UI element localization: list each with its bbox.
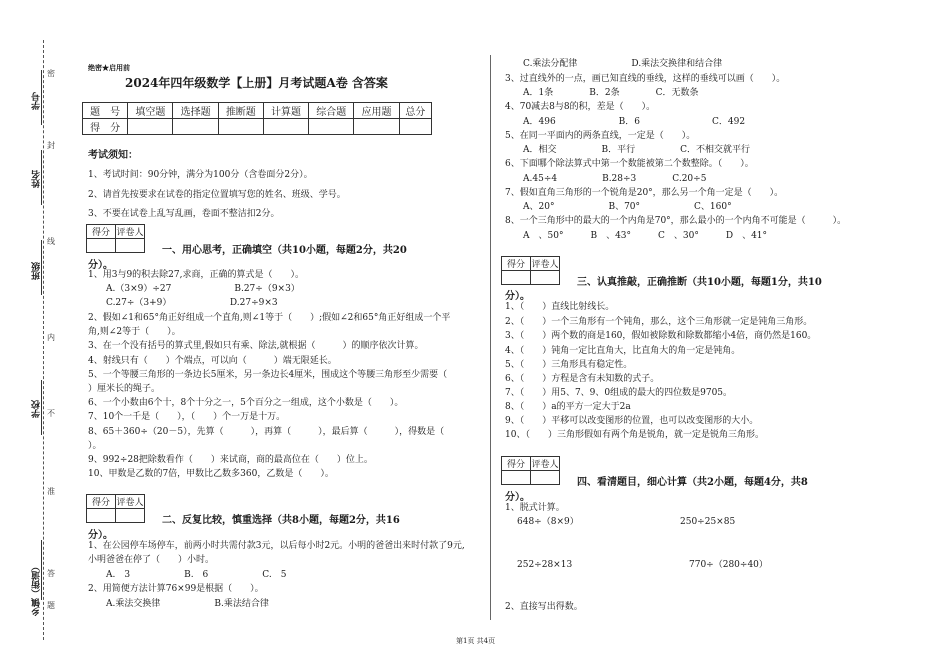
section3-line: 5、（ ）三角形具有稳定性。 (505, 360, 633, 370)
instruction-item: 3、不要在试卷上乱写乱画，卷面不整洁扣2分。 (88, 209, 280, 219)
scorer-blank[interactable] (116, 239, 145, 253)
section2-heading: 二、反复比较，慎重选择（共8小题，每题2分，共16 (162, 515, 400, 526)
score-table (82, 102, 432, 135)
score-blank[interactable] (309, 119, 354, 135)
score-table-cell: 计算题 (263, 103, 308, 119)
scorer-box-section3 (501, 256, 560, 285)
section1-line: 3、在一个没有括号的算式里,假如只有乘、除法,就根据（ ）的顺序依次计算。 (88, 341, 424, 351)
instructions-heading: 考试须知： (88, 150, 138, 161)
section3-line: 8、（ ）a的平方一定大于2a (505, 402, 631, 412)
score-blank[interactable] (354, 119, 399, 135)
section1-line: 5、一个等腰三角形的一条边长5厘米，另一条边长4厘米，围成这个等腰三角形至少需要（ (88, 370, 448, 380)
section1-heading: 一、用心思考，正确填空（共10小题，每题2分，共20 (162, 245, 407, 256)
score-blank[interactable] (218, 119, 263, 135)
section2-line: A. 3 B. 6 C. 5 (88, 570, 287, 580)
section1-line: ）厘米长的绳子。 (88, 384, 161, 394)
calc-expression: 250÷25×85 (680, 517, 736, 527)
calc-expression: 770÷（280÷40） (689, 560, 768, 570)
section4-question: 1、脱式计算。 (505, 503, 565, 513)
section2-line: A．496 B．6 C．492 (505, 117, 746, 127)
page-number: 第1页 共4页 (456, 637, 496, 645)
section2-line: 4、70减去8与8的积，差是（ ）。 (505, 102, 656, 112)
scorer-box-section4 (501, 456, 560, 485)
section1-line: ）。 (88, 441, 102, 451)
margin-label-name: 姓名 (32, 170, 42, 188)
instruction-item: 2、请首先按要求在试卷的指定位置填写您的姓名、班级、学号。 (88, 190, 346, 200)
section2-line: 3、过直线外的一点，画已知直线的垂线，这样的垂线可以画（ ）。 (505, 74, 786, 84)
margin-blank-school (41, 380, 42, 435)
section1-line: 4、射线只有（ ）个端点，可以向（ ）端无限延长。 (88, 356, 337, 366)
section1-line: 6、一个小数由6个十，8个十分之一，5个百分之一组成，这个小数是（ ）。 (88, 398, 404, 408)
section3-heading: 三、认真推敲，正确推断（共10小题，每题1分，共10 (577, 277, 822, 288)
seal-char: 答 (47, 569, 55, 578)
section1-line: A.（3×9）÷27 B.27÷（9×3） (88, 284, 300, 294)
section1-line: C.27÷（3+9） D.27÷9×3 (88, 298, 278, 308)
instruction-item: 1、考试时间：90分钟，满分为100分（含卷面分2分）。 (88, 170, 313, 180)
margin-label-township: 乡镇（街道） (32, 562, 42, 616)
section3-line: 1、（ ）直线比射线长。 (505, 302, 615, 312)
scorer-blank[interactable] (116, 509, 145, 523)
scorer-blank[interactable] (502, 271, 531, 285)
margin-blank-student-id (41, 70, 42, 125)
section2-line: 小明爸爸在停了（ ）小时。 (88, 555, 215, 565)
scorer-blank[interactable] (87, 239, 116, 253)
section2-line: C.乘法分配律 D.乘法交换律和结合律 (505, 59, 723, 69)
score-table-cell: 填空题 (128, 103, 173, 119)
scorer-blank[interactable] (531, 471, 560, 485)
section3-line: 6、（ ）方程是含有未知数的式子。 (505, 374, 660, 384)
seal-char: 内 (47, 333, 55, 342)
scorer-label: 得分 (87, 225, 116, 239)
section3-line: 2、（ ）一个三角形有一个钝角，那么，这个三角形就一定是钝角三角形。 (505, 317, 813, 327)
section2-line: 5、在同一平面内的两条直线，一定是（ ）。 (505, 131, 696, 141)
scorer-label: 得分 (502, 257, 531, 271)
section2-line: A．1条 B．2条 C．无数条 (505, 88, 699, 98)
seal-char: 线 (47, 237, 55, 246)
score-table-cell: 总分 (399, 103, 431, 119)
score-table-score-row (83, 119, 432, 135)
section3-line: 7、（ ）用5、7、9、0组成的最大的四位数是9705。 (505, 388, 733, 398)
scorer-blank[interactable] (87, 509, 116, 523)
margin-label-class: 班级 (32, 262, 42, 280)
scorer-label: 评卷人 (116, 225, 145, 239)
page-title: 2024年四年级数学【上册】月考试题A卷 含答案 (125, 76, 388, 90)
section4-heading: 四、看清题目，细心计算（共2小题，每题4分，共8 (577, 477, 808, 488)
section3-line: 10、（ ）三角形假如有两个角是锐角，就一定是锐角三角形。 (505, 430, 764, 440)
score-table-cell: 综合题 (309, 103, 354, 119)
section4-question: 2、直接写出得数。 (505, 602, 583, 612)
section2-line: A.乘法交换律 B.乘法结合律 (88, 599, 269, 609)
section2-line: 6、下面哪个除法算式中第一个数能被第二个数整除。（ ）。 (505, 159, 754, 169)
section1-line: 1、用3与9的积去除27,求商，正确的算式是（ ）。 (88, 270, 304, 280)
scorer-box-section1 (86, 224, 145, 253)
column-divider (490, 55, 491, 620)
margin-blank-township (41, 540, 42, 600)
section1-heading-cont: 分）。 (88, 260, 113, 271)
calc-expression: 252÷28×13 (517, 560, 573, 570)
score-table-cell: 选择题 (173, 103, 218, 119)
section1-line: 7、10个一千是（ ），（ ）个一万是十万。 (88, 412, 286, 422)
seal-char: 准 (47, 487, 55, 496)
section2-line: 1、在公园停车场停车，前两小时共需付款3元，以后每小时2元。小明的爸爸出来时付款了9元, (88, 541, 465, 551)
section2-line: A 、50° B 、43° C 、30° D 、41° (505, 231, 768, 241)
score-table-cell: 题 号 (83, 103, 128, 119)
scorer-label: 评卷人 (531, 257, 560, 271)
scorer-label: 得分 (502, 457, 531, 471)
section3-line: 3、（ ）两个数的商是160，假如被除数和除数都缩小4倍，商仍然是160。 (505, 331, 817, 341)
seal-char: 密 (47, 69, 55, 78)
seal-char: 题 (47, 601, 55, 610)
scorer-label: 评卷人 (531, 457, 560, 471)
section1-line: 2、假如∠1和65°角正好组成一个直角,则∠1等于（ ）;假如∠2和65°角正好组成一个平 (88, 313, 451, 323)
section1-line: 角,则∠2等于（ ）。 (88, 327, 181, 337)
section1-line: 8、65＋360÷（20－5），先算（ ），再算（ ），最后算（ ），得数是（ (88, 427, 445, 437)
margin-blank-class (41, 240, 42, 295)
scorer-blank[interactable] (531, 271, 560, 285)
section2-line: A．相交 B．平行 C．不相交就平行 (505, 145, 751, 155)
scorer-box-section2 (86, 494, 145, 523)
binding-dashed-line (43, 40, 44, 640)
margin-label-school: 学校 (32, 400, 42, 418)
score-table-cell: 推断题 (218, 103, 263, 119)
seal-char: 不 (47, 409, 55, 418)
section3-line: 4、（ ）钝角一定比直角大，比直角大的角一定是钝角。 (505, 346, 741, 356)
score-blank[interactable] (128, 119, 173, 135)
score-blank[interactable] (263, 119, 308, 135)
section2-line: 7、假如直角三角形的一个锐角是20°，那么另一个角一定是（ ）。 (505, 188, 784, 198)
scorer-label: 评卷人 (116, 495, 145, 509)
calc-expression: 648÷（8×9） (517, 517, 579, 527)
scorer-blank[interactable] (502, 471, 531, 485)
section1-line: 9、992÷28把除数看作（ ）来试商，商的最高位在（ ）位上。 (88, 455, 373, 465)
section2-heading-cont: 分）。 (88, 530, 113, 541)
score-table-cell: 应用题 (354, 103, 399, 119)
section2-line: 8、一个三角形中的最大的一个内角是70°，那么最小的一个内角不可能是（ ）。 (505, 216, 847, 226)
score-table-cell: 得 分 (83, 119, 128, 135)
section2-line: A.45÷4 B.28÷3 C.20÷5 (505, 174, 707, 184)
scorer-label: 得分 (87, 495, 116, 509)
section2-line: 2、用简便方法计算76×99是根据（ ）。 (88, 584, 264, 594)
seal-char: 封 (47, 141, 55, 150)
section4-heading-cont: 分）。 (505, 492, 530, 503)
margin-blank-name (41, 150, 42, 205)
score-table-header-row (83, 103, 432, 119)
score-blank[interactable] (173, 119, 218, 135)
section3-heading-cont: 分）。 (505, 291, 530, 302)
secret-label: 绝密★启用前 (88, 63, 130, 72)
margin-label-student-id: 学号 (32, 92, 42, 110)
section2-line: A、20° B、70° C、160° (505, 202, 732, 212)
score-blank[interactable] (399, 119, 431, 135)
section1-line: 10、甲数是乙数的7倍，甲数比乙数多360，乙数是（ ）。 (88, 469, 334, 479)
section3-line: 9、（ ）平移可以改变图形的位置，也可以改变图形的大小。 (505, 416, 759, 426)
